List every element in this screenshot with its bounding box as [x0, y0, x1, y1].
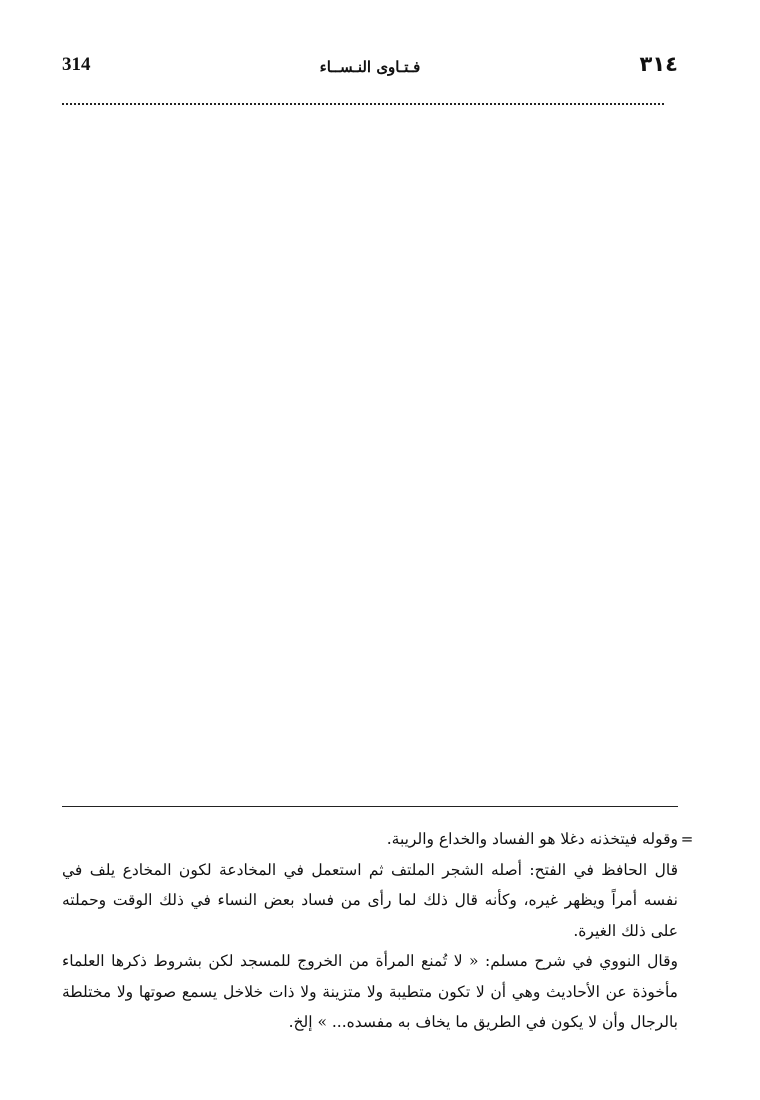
- running-title: فـتـاوى النـســاء: [319, 58, 421, 76]
- footnote-paragraph: وقال النووي في شرح مسلم: « لا تُمنع المرأة من الخروج للمسجد لكن بشروط ذكرها العلماء مأخوذة عن الأحاديث وهي أن لا تكون متطيبة ولا متزينة ولا ذات خلاخل يسمع صوتها ولا مختلطة بالرجال وأن لا يكون في الطريق ما يخاف به مفسده... » إلخ.: [62, 952, 678, 1031]
- page-number-latin: 314: [62, 54, 91, 75]
- footnotes-section: [62, 824, 678, 1038]
- footnote-continuation-mark: =: [680, 830, 694, 848]
- footnote-paragraph: قال الحافظ في الفتح: أصله الشجر الملتف ثم استعمل في المخادعة لكون المخادع يلف في نفسه أمراً ويظهر غيره، وكأنه قال ذلك لما رأى من فساد بعض النساء في ذلك الوقت وحملته على ذلك الغيرة.: [62, 860, 678, 940]
- page-header: [62, 52, 678, 88]
- footnote-divider: [62, 806, 678, 807]
- footnote-paragraph: وقوله فيتخذنه دغلا هو الفساد والخداع والريبة.: [386, 830, 678, 848]
- dotted-divider: [62, 103, 664, 105]
- page-number-arabic: ٣١٤: [639, 52, 678, 76]
